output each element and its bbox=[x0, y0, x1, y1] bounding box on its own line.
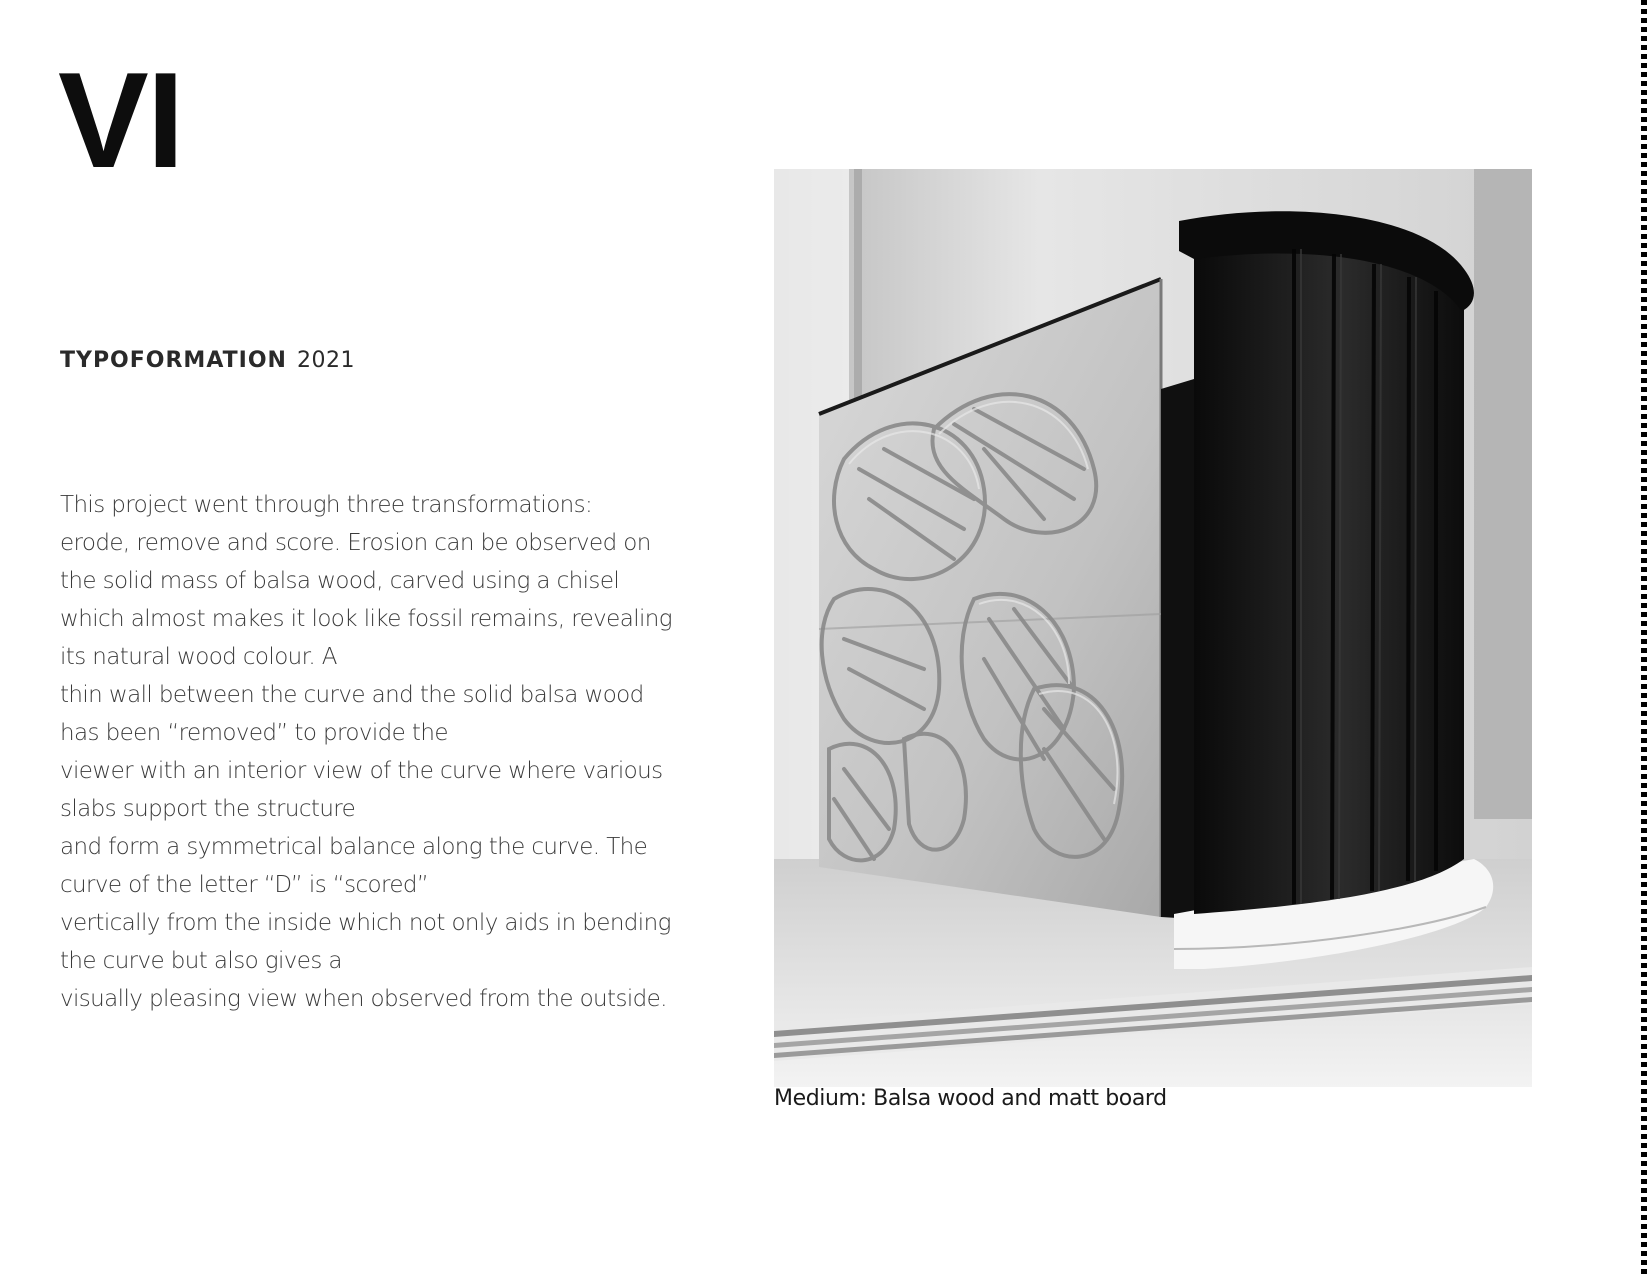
section-numeral: VI bbox=[58, 44, 183, 196]
edge-dash-border bbox=[1641, 0, 1647, 1275]
photo-caption: Medium: Balsa wood and matt board bbox=[774, 1086, 1167, 1111]
model-photo bbox=[774, 169, 1532, 1087]
description-line: erode, remove and score. Erosion can be observed on bbox=[60, 530, 651, 556]
description-line: This project went through three transformations: bbox=[60, 492, 593, 518]
project-title: TYPOFORMATION bbox=[60, 348, 287, 373]
description-line: visually pleasing view when observed from the outside. bbox=[60, 986, 667, 1012]
description-line: and form a symmetrical balance along the curve. The bbox=[60, 834, 648, 860]
description-line: thin wall between the curve and the solid balsa wood bbox=[60, 682, 644, 708]
description-line: curve of the letter “D” is “scored” bbox=[60, 872, 429, 898]
description-line: vertically from the inside which not only aids in bending bbox=[60, 910, 671, 936]
description-line: which almost makes it look like fossil remains, revealing bbox=[60, 606, 672, 632]
project-year: 2021 bbox=[296, 348, 355, 373]
description-line: its natural wood colour. A bbox=[60, 644, 337, 670]
project-description bbox=[60, 486, 700, 1018]
description-line: viewer with an interior view of the curve where various bbox=[60, 758, 663, 784]
model-photo-illustration bbox=[774, 169, 1532, 1087]
description-line: the solid mass of balsa wood, carved using a chisel bbox=[60, 568, 620, 594]
project-heading bbox=[60, 350, 355, 372]
description-line: the curve but also gives a bbox=[60, 948, 342, 974]
description-line: slabs support the structure bbox=[60, 796, 356, 822]
description-line: has been “removed” to provide the bbox=[60, 720, 448, 746]
